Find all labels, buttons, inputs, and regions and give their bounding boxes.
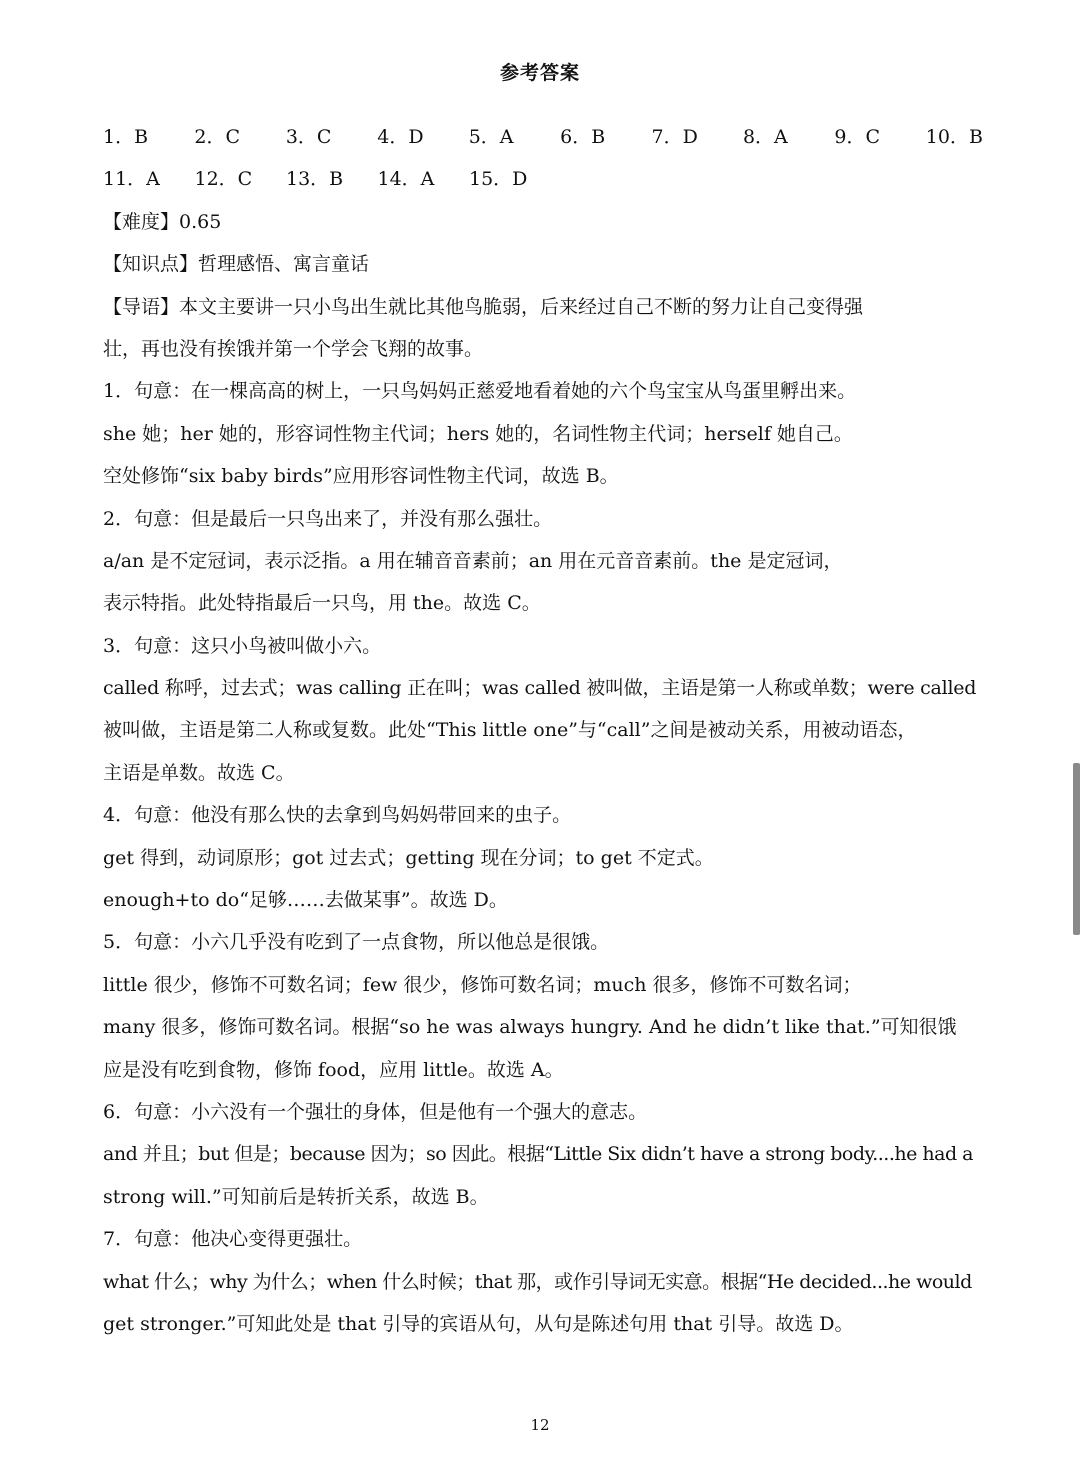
explanation-line: 1．句意：在一棵高高的树上，一只鸟妈妈正慈爱地看着她的六个鸟宝宝从鸟蛋里孵出来。	[103, 380, 857, 403]
explanation-line: 6．句意：小六没有一个强壮的身体，但是他有一个强大的意志。	[103, 1100, 648, 1123]
page-title: 参考答案	[499, 62, 580, 84]
explanation-line: she 她；her 她的，形容词性物主代词；hers 她的，名词性物主代词；herself 她自己。	[103, 422, 853, 445]
answer-item: 3．C	[285, 126, 332, 148]
difficulty-line: 【难度】0.65	[103, 210, 222, 233]
explanation-line: 表示特指。此处特指最后一只鸟，用 the。故选 C。	[103, 592, 541, 615]
explanation-line: and 并且；but 但是；because 因为；so 因此。根据“Little Six didn’t have a strong body....he had a	[103, 1143, 973, 1166]
explanation-line: 2．句意：但是最后一只鸟出来了，并没有那么强壮。	[103, 507, 553, 530]
explanation-line: enough+to do“足够……去做某事”。故选 D。	[103, 889, 508, 912]
explanation-line: get stronger.”可知此处是 that 引导的宾语从句，从句是陈述句用 that 引导。故选 D。	[103, 1312, 854, 1335]
explanation-line: get 得到，动词原形；got 过去式；getting 现在分词；to get 不定式。	[103, 846, 714, 869]
explanation-line: strong will.”可知前后是转折关系，故选 B。	[103, 1185, 489, 1208]
explanation-line: 主语是单数。故选 C。	[103, 761, 295, 784]
answer-item: 13．B	[286, 168, 344, 191]
explanation-line: little 很少，修饰不可数名词；few 很少，修饰可数名词；much 很多，修饰不可数名词；	[103, 973, 862, 996]
explanation-line: what 什么；why 为什么；when 什么时候；that 那，或作引导词无实意。根据“He decided...he would	[103, 1270, 972, 1293]
answer-item: 8．A	[742, 126, 788, 148]
answer-item: 7．D	[651, 126, 698, 148]
answer-item: 14．A	[377, 168, 435, 191]
answer-item: 1．B	[103, 126, 149, 148]
page-number: 12	[530, 1416, 550, 1434]
answer-row-2	[103, 158, 983, 200]
explanation-line: 3．句意：这只小鸟被叫做小六。	[103, 634, 382, 657]
answer-item: 12．C	[194, 168, 253, 191]
explanation-line: 4．句意：他没有那么快的去拿到鸟妈妈带回来的虫子。	[103, 804, 572, 827]
intro-line: 【导语】本文主要讲一只小鸟出生就比其他鸟脆弱，后来经过自己不断的努力让自己变得强	[103, 295, 864, 318]
answer-item: 2．C	[194, 126, 241, 148]
explanation-line: 应是没有吃到食物，修饰 food，应用 little。故选 A。	[103, 1058, 564, 1081]
answer-item: 9．C	[834, 126, 881, 148]
answer-item: 11．A	[103, 168, 160, 191]
scrollbar-thumb[interactable]	[1073, 763, 1080, 935]
knowledge-point-line: 【知识点】哲理感悟、寓言童话	[103, 253, 370, 276]
explanation-line: a/an 是不定冠词，表示泛指。a 用在辅音音素前；an 用在元音音素前。the 是定冠词，	[103, 549, 843, 572]
explanation-line: 被叫做，主语是第二人称或复数。此处“This little one”与“call”之间是被动关系，用被动语态，	[103, 719, 917, 742]
intro-line: 壮，再也没有挨饿并第一个学会飞翔的故事。	[103, 337, 484, 360]
answer-item: 5．A	[468, 126, 514, 148]
answer-row-1	[103, 116, 983, 158]
answer-content	[103, 116, 983, 1345]
explanation-line: 5．句意：小六几乎没有吃到了一点食物，所以他总是很饿。	[103, 931, 610, 954]
explanation-line: many 很多，修饰可数名词。根据“so he was always hungry. And he didn’t like that.”可知很饿	[103, 1016, 957, 1039]
answer-item: 15．D	[469, 168, 528, 191]
explanation-line: 空处修饰“six baby birds”应用形容词性物主代词，故选 B。	[103, 465, 619, 488]
answer-item: 10．B	[925, 126, 983, 148]
explanation-line: 7．句意：他决心变得更强壮。	[103, 1228, 363, 1251]
explanation-line: called 称呼，过去式；was calling 正在叫；was called 被叫做，主语是第一人称或单数；were called	[103, 677, 977, 700]
answer-item: 4．D	[377, 126, 424, 148]
answer-item: 6．B	[560, 126, 606, 148]
